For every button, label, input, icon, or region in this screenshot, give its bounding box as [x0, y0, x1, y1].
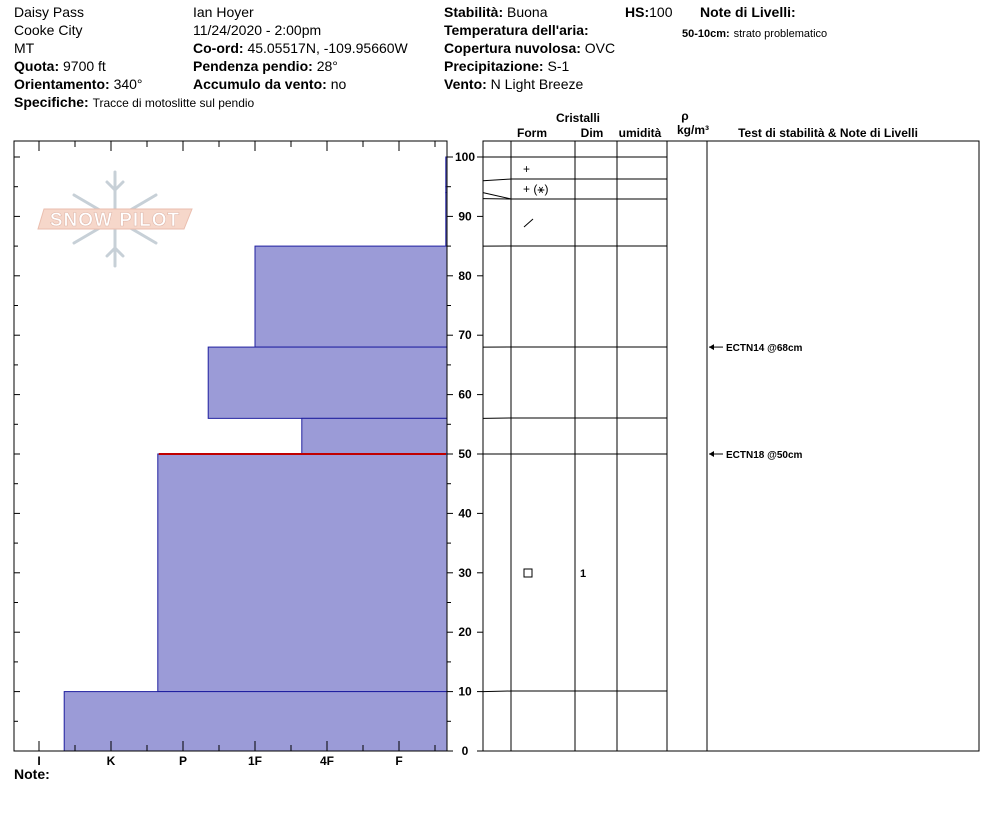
wind-label: Vento: [444, 76, 487, 92]
depth-tick-label: 90 [458, 209, 472, 224]
cloud-value: OVC [584, 40, 616, 56]
density-unit-header: kg/m³ [676, 123, 710, 137]
precip-label: Precipitazione: [444, 58, 544, 74]
depth-tick-label: 20 [458, 625, 472, 640]
coord-value: 45.05517N, -109.95660W [247, 40, 408, 56]
hardness-bar [255, 246, 447, 347]
slope-value: 28° [316, 58, 338, 74]
hardness-tick-label: K [106, 754, 116, 768]
wind-value: N Light Breeze [490, 76, 584, 92]
hardness-tick-label: P [178, 754, 188, 768]
stability-value: Buona [507, 4, 548, 20]
hs-value: 100 [649, 4, 673, 20]
depth-tick-label: 60 [458, 387, 472, 402]
rho-header: ρ [681, 109, 689, 123]
wind-loading-label: Accumulo da vento: [193, 76, 327, 92]
depth-tick-label: 10 [458, 684, 472, 699]
hardness-bar [158, 454, 447, 692]
test-arrow-head [709, 451, 714, 457]
location: Daisy Pass [14, 4, 85, 20]
snowpilot-logo [38, 172, 192, 266]
test-label: ECTN18 @50cm [726, 450, 803, 461]
layer-connector [483, 179, 511, 181]
air-temp-label: Temperatura dell'aria: [444, 22, 589, 38]
crystal-dim-label: 1 [580, 568, 587, 580]
hardness-tick-label: 1F [247, 754, 263, 768]
test-arrow-head [709, 344, 714, 350]
crystal-form-mark [524, 219, 533, 227]
hardness-tick-label: I [37, 754, 41, 768]
state: MT [14, 40, 35, 56]
cloud-label: Copertura nuvolosa: [444, 40, 581, 56]
hardness-bar [64, 692, 447, 751]
hardness-tick-label: F [395, 754, 403, 768]
crystal-form-label: + [523, 162, 531, 176]
depth-tick-label: 100 [454, 150, 476, 164]
crystal-form-mark [524, 569, 532, 577]
note-label: Note: [14, 766, 50, 782]
dim-header: Dim [580, 126, 604, 140]
specifics-label: Specifiche: [14, 94, 89, 110]
form-header: Form [517, 126, 547, 140]
depth-tick-label: 50 [458, 447, 472, 461]
datetime: 11/24/2020 - 2:00pm [193, 22, 322, 38]
depth-tick-label: 70 [458, 328, 472, 343]
tests-header: Test di stabilità & Note di Livelli [738, 126, 918, 140]
aspect-label: Orientamento: [14, 76, 110, 92]
layer-notes-title: Note di Livelli: [700, 4, 796, 20]
slope-label: Pendenza pendio: [193, 58, 313, 74]
precip-value: S-1 [547, 58, 570, 74]
observer: Ian Hoyer [193, 4, 254, 20]
elevation-value: 9700 ft [63, 58, 106, 74]
crystal-marks [523, 162, 586, 580]
table-frame [483, 141, 979, 751]
coord-label: Co-ord: [193, 40, 244, 56]
depth-tick-label: 0 [461, 744, 469, 758]
stability-label: Stabilità: [444, 4, 504, 20]
layer-connector [483, 193, 511, 199]
hardness-bar [208, 347, 447, 418]
crystal-form-label: + (⚹) [523, 182, 549, 196]
hardness-tick-label: 4F [319, 754, 335, 768]
depth-tick-label: 80 [458, 268, 472, 283]
cristalli-header: Cristalli [555, 111, 601, 125]
layer-note-text: strato problematico [733, 28, 828, 40]
hardness-bar [302, 418, 447, 454]
layer-connector [483, 691, 511, 692]
wind-loading-value: no [330, 76, 347, 92]
umidita-header: umidità [618, 126, 662, 140]
aspect-value: 340° [113, 76, 143, 92]
layer-note-range: 50-10cm: [682, 28, 730, 40]
area: Cooke City [14, 22, 83, 38]
logo-text: SNOW PILOT [49, 210, 181, 231]
hs-label: HS: [625, 4, 650, 20]
elevation-label: Quota: [14, 58, 60, 74]
test-label: ECTN14 @68cm [726, 343, 803, 355]
depth-tick-label: 30 [458, 565, 472, 580]
specifics-value: Tracce di motoslitte sul pendio [92, 96, 255, 110]
test-marks [709, 343, 803, 461]
depth-tick-label: 40 [458, 506, 472, 521]
